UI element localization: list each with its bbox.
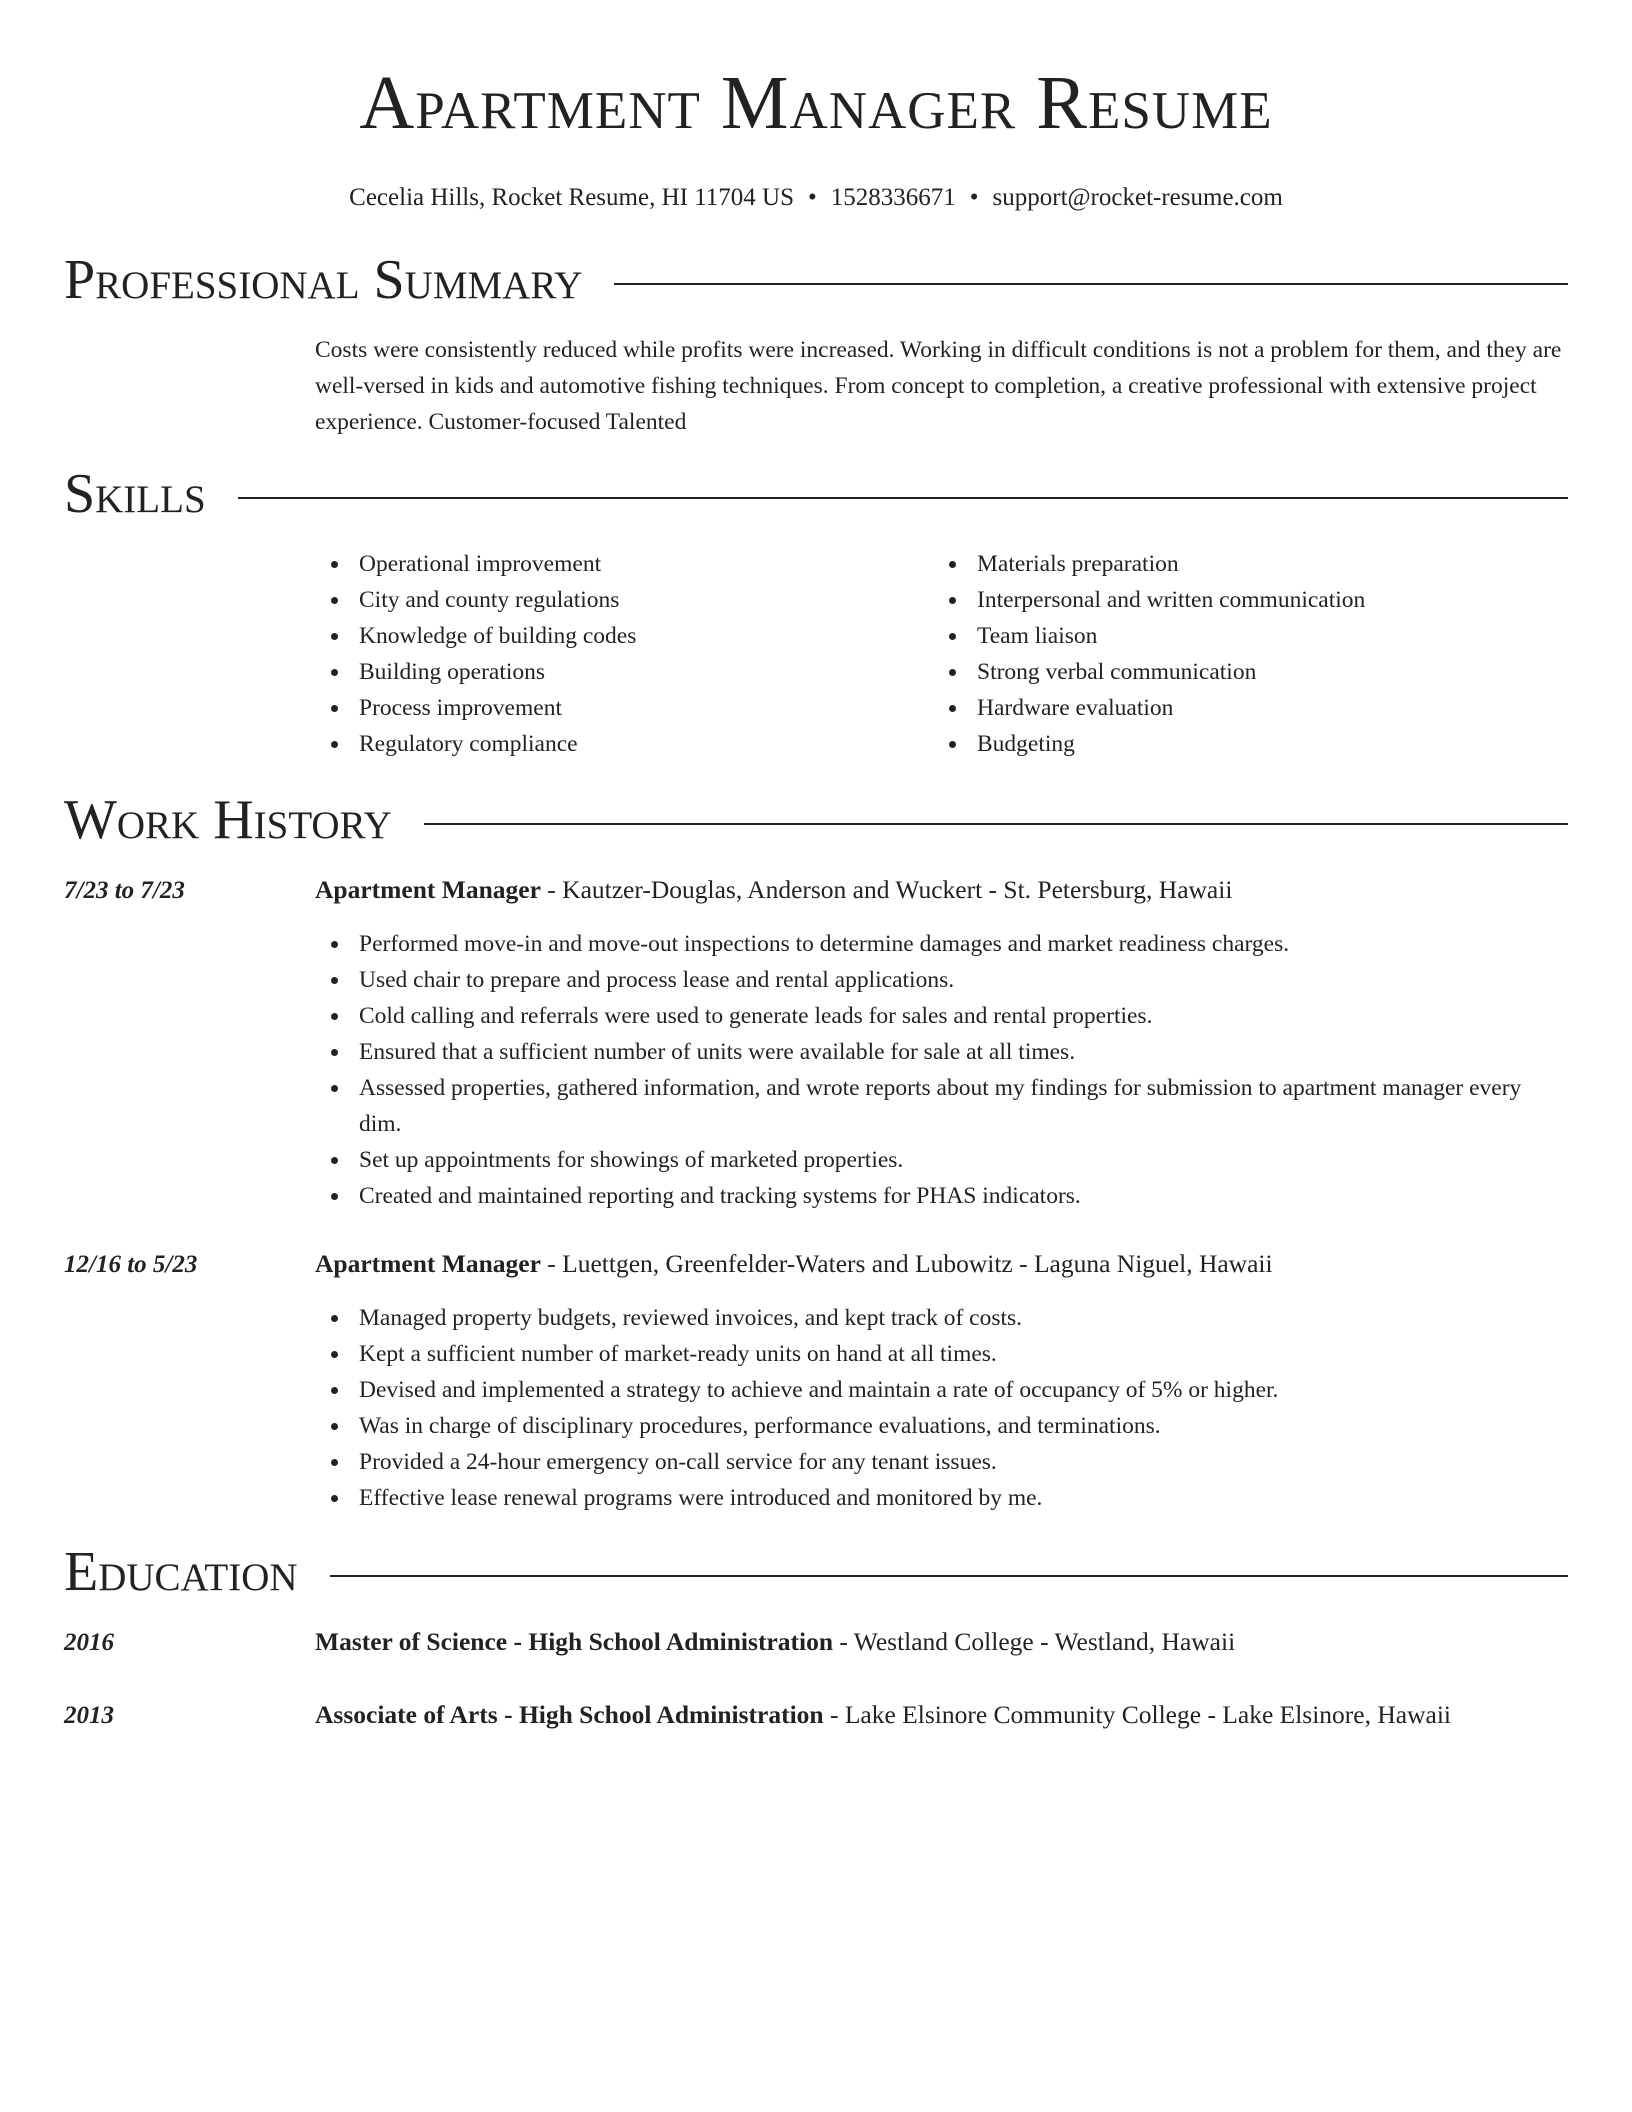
job-title-line (315, 872, 1232, 908)
skills-list (315, 546, 1568, 762)
contact-address: Cecelia Hills, Rocket Resume, HI 11704 US (349, 184, 794, 211)
education-entry (64, 1697, 1568, 1734)
job-duty: Was in charge of disciplinary procedures, performance evaluations, and terminations. (315, 1408, 1568, 1444)
job-duties (315, 1300, 1568, 1516)
job-duty: Assessed properties, gathered information, and wrote reports about my findings for submission to apartment manager every dim. (315, 1070, 1568, 1142)
education-line (315, 1624, 1235, 1660)
job-entry (64, 872, 1568, 1214)
skill-item: Operational improvement (315, 546, 933, 582)
summary-text: Costs were consistently reduced while profits were increased. Working in difficult conditions is not a problem for them, and they are well-versed in kids and automotive fishing techniques. From concept to completion, a creative professional with extensive project experience. Customer-focused Talented (315, 337, 1562, 435)
section-divider (238, 497, 1568, 499)
job-duty: Used chair to prepare and process lease and rental applications. (315, 962, 1568, 998)
job-date: 7/23 to 7/23 (64, 877, 185, 904)
education-entry (64, 1624, 1568, 1661)
education-school: - Westland College - Westland, Hawaii (833, 1627, 1236, 1656)
education-degree: Master of Science - High School Administration (315, 1627, 834, 1656)
job-duty: Ensured that a sufficient number of units were available for sale at all times. (315, 1034, 1568, 1070)
contact-email: support@rocket-resume.com (992, 184, 1283, 211)
job-duty: Kept a sufficient number of market-ready units on hand at all times. (315, 1336, 1568, 1372)
education-year: 2013 (64, 1702, 114, 1729)
section-divider (614, 283, 1568, 285)
contact-separator: • (808, 184, 817, 211)
job-duty: Set up appointments for showings of marketed properties. (315, 1142, 1568, 1178)
education-degree: Associate of Arts - High School Administration (315, 1700, 824, 1729)
education-list (64, 1624, 1568, 1734)
education-year: 2016 (64, 1629, 114, 1656)
summary-section-header (64, 248, 1568, 312)
contact-line (64, 182, 1568, 214)
skills-heading: Skills (64, 463, 206, 525)
education-line (315, 1697, 1451, 1733)
skill-item: City and county regulations (315, 582, 933, 618)
job-duty: Managed property budgets, reviewed invoices, and kept track of costs. (315, 1300, 1568, 1336)
contact-separator: • (969, 184, 979, 211)
skill-item: Regulatory compliance (315, 726, 933, 762)
skill-item: Strong verbal communication (933, 654, 1551, 690)
education-heading: Education (64, 1541, 298, 1603)
job-entry (64, 1246, 1568, 1516)
job-duty: Created and maintained reporting and tracking systems for PHAS indicators. (315, 1178, 1568, 1214)
education-section-header (64, 1540, 1568, 1604)
job-title-line (315, 1246, 1273, 1282)
work-section-header (64, 788, 1568, 852)
skill-item: Team liaison (933, 618, 1551, 654)
skill-item: Process improvement (315, 690, 933, 726)
job-title: Apartment Manager (315, 1249, 541, 1278)
job-title: Apartment Manager (315, 875, 541, 904)
contact-phone: 1528336671 (830, 184, 956, 211)
job-date: 12/16 to 5/23 (64, 1251, 198, 1278)
job-header (64, 872, 1568, 909)
job-duty: Effective lease renewal programs were introduced and monitored by me. (315, 1480, 1568, 1516)
job-duty: Performed move-in and move-out inspections to determine damages and market readiness charges. (315, 926, 1568, 962)
skill-item: Knowledge of building codes (315, 618, 933, 654)
education-school: - Lake Elsinore Community College - Lake Elsinore, Hawaii (823, 1700, 1452, 1729)
summary-heading: Professional Summary (64, 249, 583, 311)
skills-column-right (933, 546, 1551, 762)
job-company: - Kautzer-Douglas, Anderson and Wuckert - St. Petersburg, Hawaii (540, 875, 1233, 904)
skills-section-header (64, 462, 1568, 526)
job-duty: Devised and implemented a strategy to achieve and maintain a rate of occupancy of 5% or higher. (315, 1372, 1568, 1408)
job-duties (315, 926, 1568, 1214)
skill-item: Interpersonal and written communication (933, 582, 1551, 618)
skill-item: Building operations (315, 654, 933, 690)
job-header (64, 1246, 1568, 1283)
section-divider (330, 1575, 1568, 1577)
job-duty: Cold calling and referrals were used to generate leads for sales and rental properties. (315, 998, 1568, 1034)
section-divider (424, 823, 1568, 825)
skill-item: Hardware evaluation (933, 690, 1551, 726)
page-title: Apartment Manager Resume (359, 61, 1273, 145)
skill-item: Budgeting (933, 726, 1551, 762)
job-company: - Luettgen, Greenfelder-Waters and Lubowitz - Laguna Niguel, Hawaii (540, 1249, 1273, 1278)
job-duty: Provided a 24-hour emergency on-call service for any tenant issues. (315, 1444, 1568, 1480)
skill-item: Materials preparation (933, 546, 1551, 582)
work-heading: Work History (64, 789, 392, 851)
skills-column-left (315, 546, 933, 762)
